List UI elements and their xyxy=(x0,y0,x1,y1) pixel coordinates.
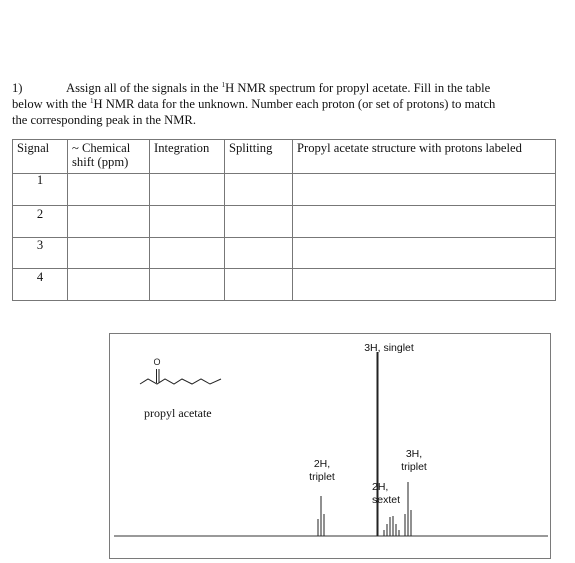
table-header-row xyxy=(13,140,556,174)
header-signal: Signal xyxy=(13,140,68,174)
peak-2h-sextet xyxy=(384,516,399,536)
signal-number: 3 xyxy=(36,238,44,253)
table-row xyxy=(13,269,556,301)
nmr-spectrum-figure xyxy=(109,333,551,559)
shift-cell[interactable] xyxy=(68,205,150,237)
splitting-cell[interactable] xyxy=(225,205,293,237)
question-line-2 xyxy=(12,96,564,112)
question-text xyxy=(12,80,564,128)
peak-label-3h-singlet: 3H, singlet xyxy=(364,342,414,354)
nucleus-superscript-1: 1 xyxy=(221,81,226,89)
peak-3h-singlet xyxy=(377,352,378,536)
header-splitting: Splitting xyxy=(225,140,293,174)
shift-cell[interactable] xyxy=(68,174,150,206)
signal-cell xyxy=(13,174,68,206)
peak-label-3h-triplet: 3H, triplet xyxy=(401,448,427,473)
integration-cell[interactable] xyxy=(150,237,225,269)
question-line-2a: below with the xyxy=(12,97,90,111)
propyl-acetate-structure xyxy=(140,369,221,384)
peak-2h-triplet-a xyxy=(318,496,324,536)
integration-cell[interactable] xyxy=(150,205,225,237)
header-chemical-shift: ~ Chemical shift (ppm) xyxy=(68,140,150,174)
molecule-backbone xyxy=(140,379,221,384)
header-structure: Propyl acetate structure with protons labeled xyxy=(293,140,556,174)
question-number: 1) xyxy=(12,81,23,95)
structure-cell[interactable] xyxy=(293,205,556,237)
signal-cell xyxy=(13,237,68,269)
structure-cell[interactable] xyxy=(293,237,556,269)
table-row xyxy=(13,205,556,237)
peak-label-2h-triplet: 2H, triplet xyxy=(309,458,335,483)
signal-number: 1 xyxy=(36,172,44,187)
integration-cell[interactable] xyxy=(150,269,225,301)
question-line-1 xyxy=(12,80,564,96)
signal-number: 4 xyxy=(36,270,44,285)
structure-cell[interactable] xyxy=(293,269,556,301)
header-integration: Integration xyxy=(150,140,225,174)
nucleus-superscript-2: 1 xyxy=(90,97,94,105)
splitting-cell[interactable] xyxy=(225,269,293,301)
structure-cell[interactable] xyxy=(293,174,556,206)
integration-cell[interactable] xyxy=(150,174,225,206)
signal-cell xyxy=(13,269,68,301)
shift-cell[interactable] xyxy=(68,237,150,269)
spectrum-drawing xyxy=(110,334,552,560)
question-line-2b: H NMR data for the unknown. Number each proton (or set of protons) to match xyxy=(93,97,496,111)
table-row xyxy=(13,174,556,206)
molecule-caption: propyl acetate xyxy=(144,406,212,420)
splitting-cell[interactable] xyxy=(225,174,293,206)
nmr-data-table xyxy=(12,139,556,301)
oxygen-label: O xyxy=(153,357,161,367)
signal-cell xyxy=(13,205,68,237)
shift-cell[interactable] xyxy=(68,269,150,301)
question-line-3: the corresponding peak in the NMR. xyxy=(12,113,196,127)
question-line-1a: Assign all of the signals in the xyxy=(66,81,222,95)
question-line-1b: H NMR spectrum for propyl acetate. Fill in the table xyxy=(225,81,491,95)
table-row xyxy=(13,237,556,269)
signal-number: 2 xyxy=(36,206,44,221)
splitting-cell[interactable] xyxy=(225,237,293,269)
peak-label-2h-sextet: 2H, sextet xyxy=(372,481,401,506)
